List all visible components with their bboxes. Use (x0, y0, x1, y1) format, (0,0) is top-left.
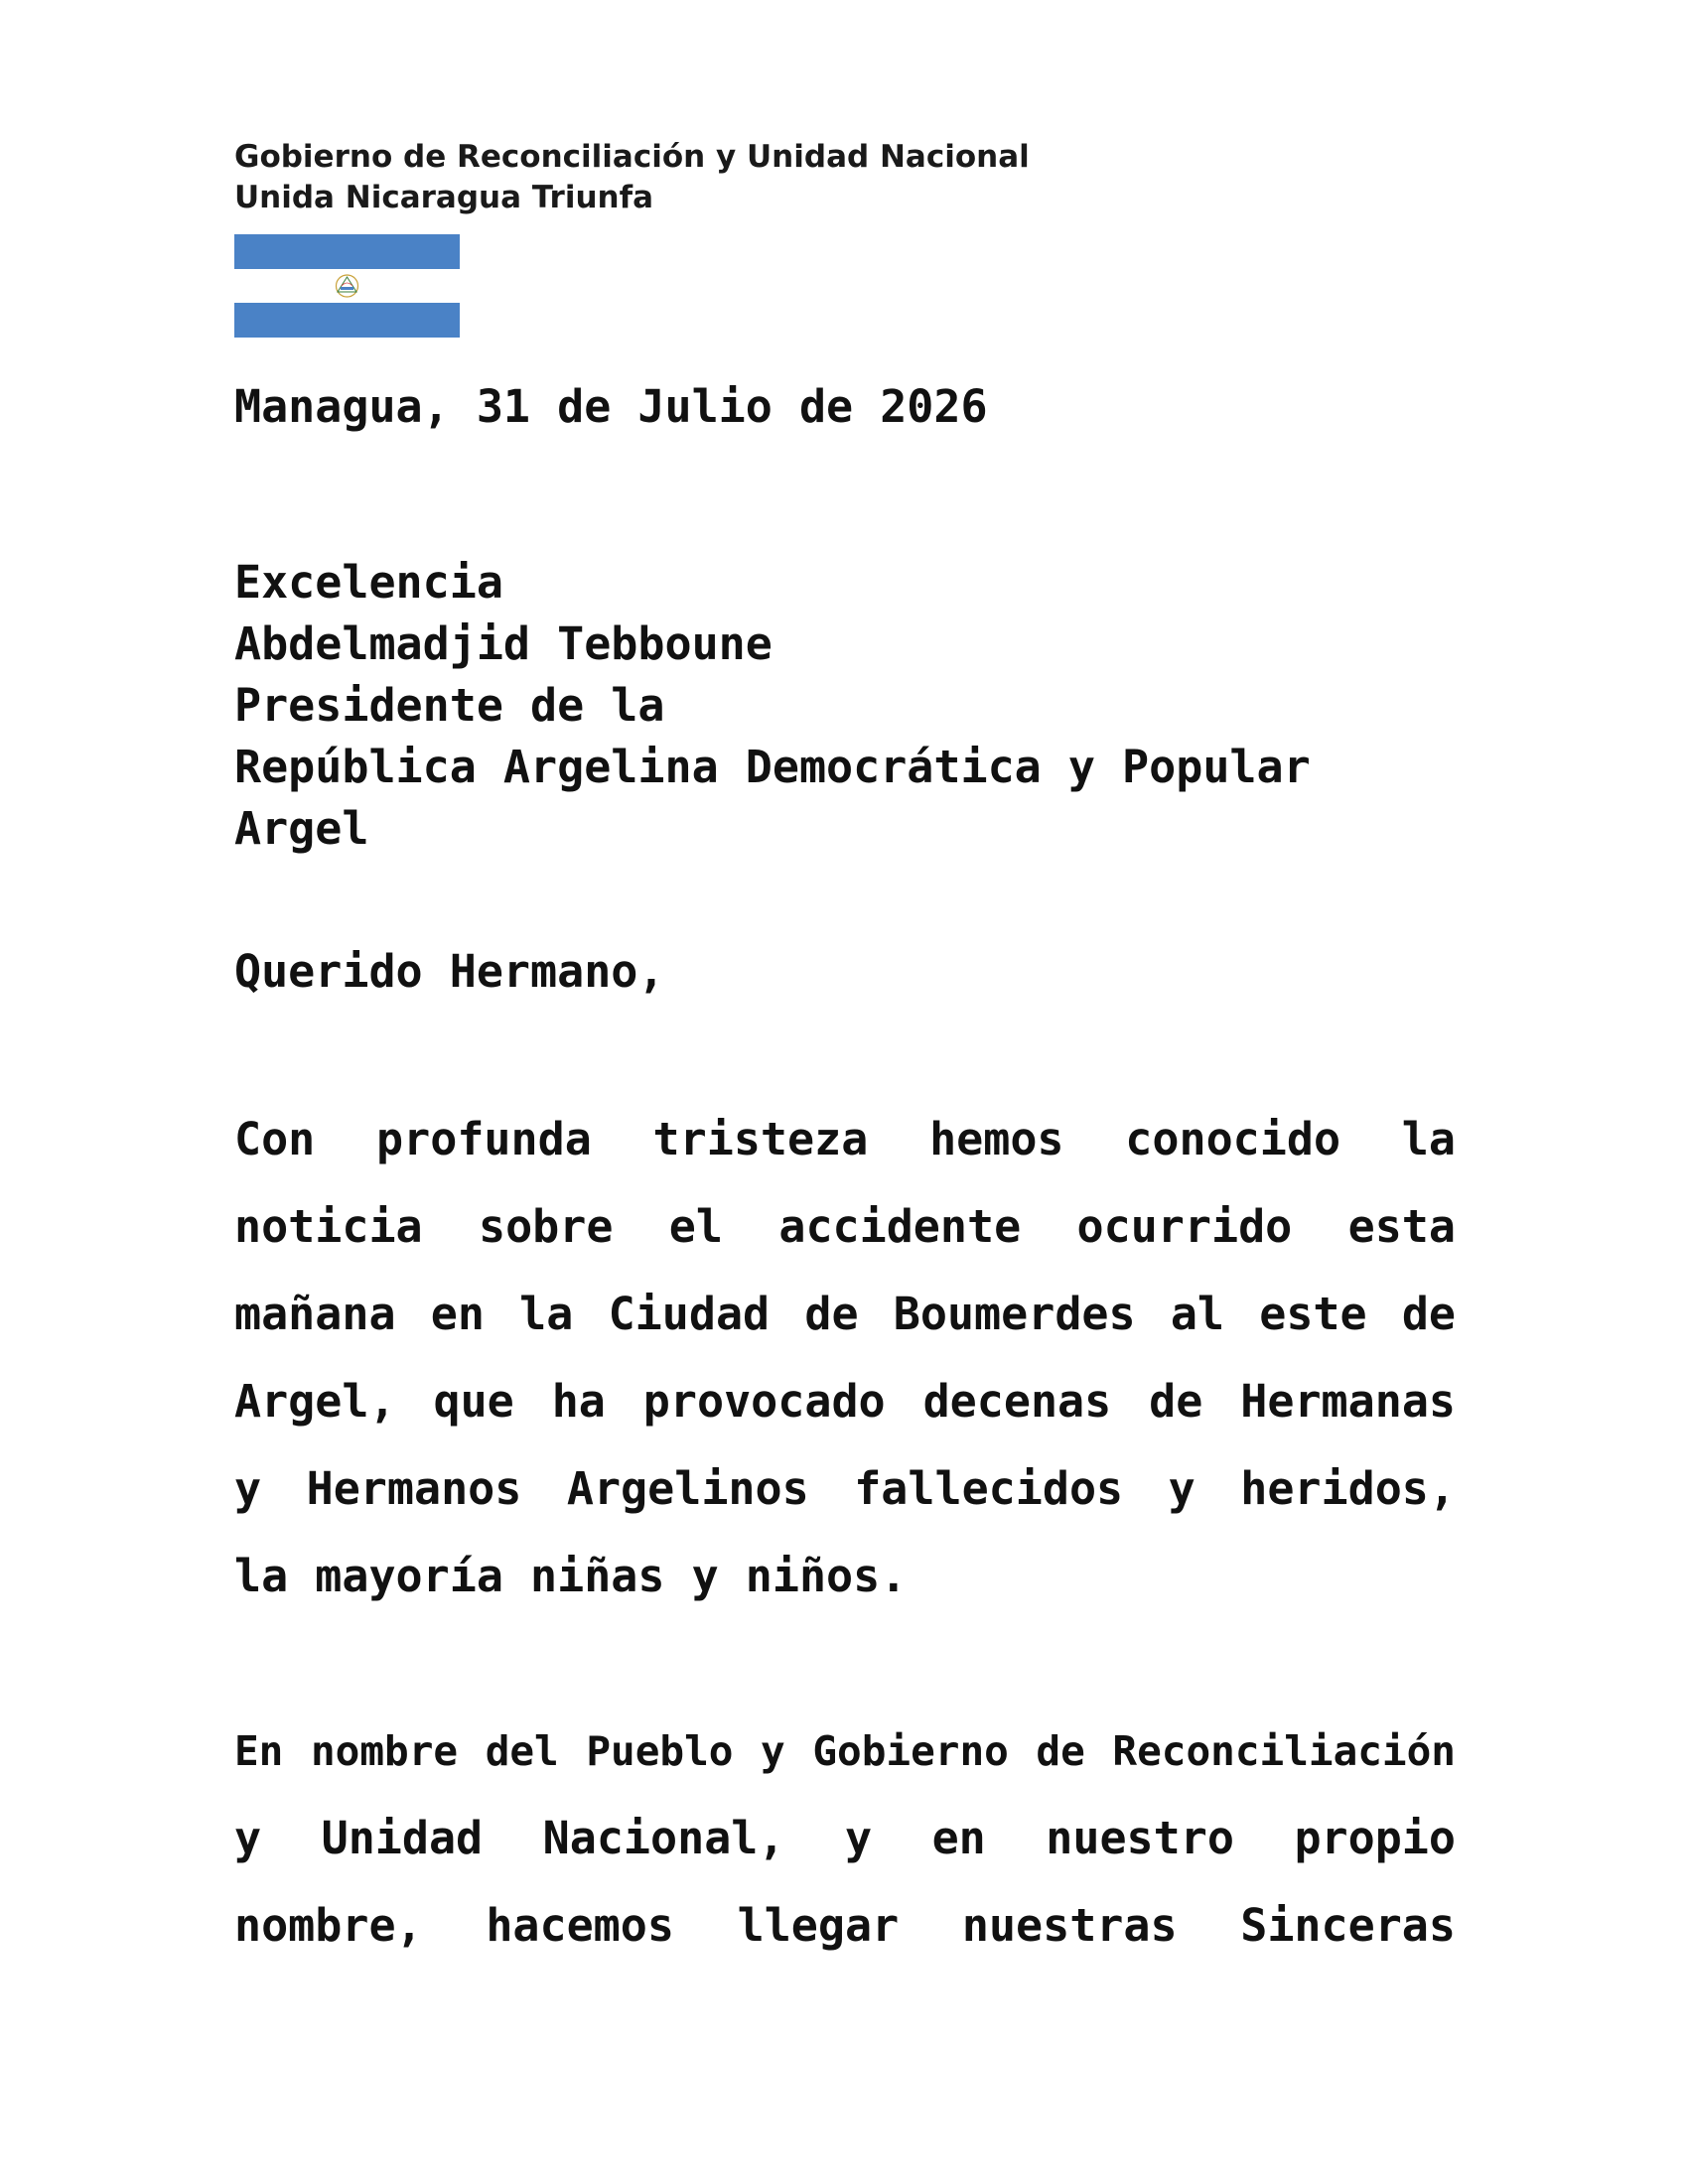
place-and-date: Managua, 31 de Julio de 2026 (234, 380, 988, 433)
nicaragua-flag-icon (234, 234, 460, 338)
addressee-honorific: Excelencia (234, 556, 503, 609)
paragraph-line: nombre, hacemos llegar nuestras Sinceras (234, 1899, 1456, 1952)
paragraph-line: mañana en la Ciudad de Boumerdes al este de (234, 1288, 1456, 1340)
letterhead-slogan: Unida Nicaragua Triunfa (234, 180, 654, 215)
addressee-title: Presidente de la (234, 679, 665, 732)
paragraph-line: y Unidad Nacional, y en nuestro propio (234, 1812, 1456, 1864)
salutation: Querido Hermano, (234, 945, 665, 998)
addressee-name: Abdelmadjid Tebboune (234, 617, 773, 670)
paragraph-line: la mayoría niñas y niños. (234, 1550, 908, 1602)
addressee-city: Argel (234, 802, 369, 855)
addressee-block (234, 552, 1311, 860)
paragraph-line: noticia sobre el accidente ocurrido esta (234, 1200, 1456, 1253)
paragraph-line: Argel, que ha provocado decenas de Hermanas (234, 1375, 1456, 1428)
paragraph-line: y Hermanos Argelinos fallecidos y heridos, (234, 1462, 1456, 1515)
addressee-country: República Argelina Democrática y Popular (234, 741, 1311, 793)
body-paragraph-1 (234, 1096, 1456, 1620)
paragraph-line: En nombre del Pueblo y Gobierno de Reconciliación (234, 1727, 1456, 1775)
letterhead-government-name: Gobierno de Reconciliación y Unidad Nacional (234, 139, 1030, 175)
letterhead (234, 137, 1030, 218)
body-paragraph-2 (234, 1707, 1456, 1970)
paragraph-line: Con profunda tristeza hemos conocido la (234, 1113, 1456, 1165)
